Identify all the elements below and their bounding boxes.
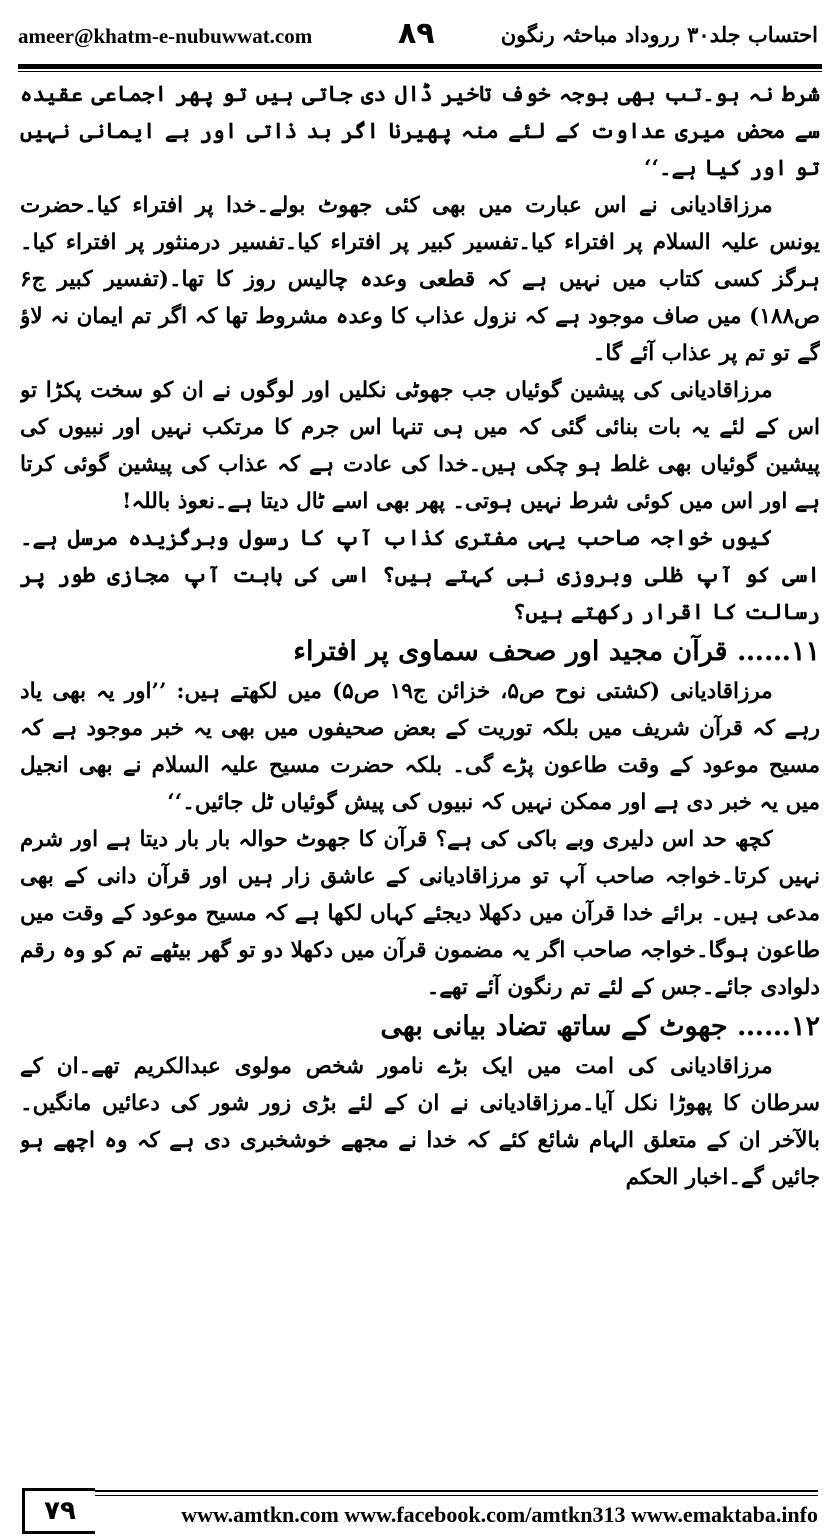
page-body	[20, 76, 820, 1466]
page-footer	[0, 1478, 840, 1540]
header-book-title: احتساب جلد۳۰ رروداد مباحثہ رنگون	[500, 22, 818, 47]
paragraph-3: مرزاقادیانی کی پیشین گوئیاں جب جھوٹی نکلیں اور لوگوں نے ان کو سخت پکڑا تو اس کے لئے یہ بات بنائی گئی کہ میں ہی تنہا اس جرم کا مرتکب نہیں اور نبیوں کی پیشین گوئیاں بھی غلط ہو چکی ہیں۔خدا کی عادت ہے کہ عذاب کی پیشین گوئی کرتا ہے اور اس میں کوئی شرط نہیں ہوتی۔ پھر بھی اسے ٹال دیتا ہے۔نعوذ باللہ!	[20, 378, 820, 514]
paragraph-7: مرزاقادیانی کی امت میں ایک بڑے نامور شخص مولوی عبدالکریم تھے۔ان کے سرطان کا پھوڑا نکل آیا۔مرزاقادیانی نے ان کے لئے بڑی زور شور کی دعائیں مانگیں۔بالآخر ان کے متعلق الہام شائع کئے کہ خدا نے مجھے خوشخبری دی ہے کہ وہ اچھے ہو جائیں گے۔اخبار الحکم	[20, 1054, 820, 1190]
header-page-number: ۸۹	[398, 16, 435, 51]
paragraph-2: مرزاقادیانی نے اس عبارت میں بھی کئی جھوٹ بولے۔خدا پر افتراء کیا۔حضرت یونس علیہ السلام پر افتراء کیا۔تفسیر کبیر پر افتراء کیا۔تفسیر درمنثور پر افتراء کیا۔ہرگز کسی کتاب میں نہیں ہے کہ قطعی وعدہ چالیس روز کا تھا۔(تفسیر کبیر ج۶ ص۱۸۸) میں صاف موجود ہے کہ نزول عذاب کا وعدہ مشروط تھا کہ اگر تم ایمان نہ لاؤ گے تو تم پر عذاب آئے گا۔	[20, 193, 820, 366]
page-header	[0, 0, 840, 70]
header-email: ameer@khatm-e-nubuwwat.com	[18, 24, 313, 48]
header-rule-thin	[18, 71, 822, 72]
footer-links: www.amtkn.com www.facebook.com/amtkn313 www.emaktaba.info	[181, 1502, 818, 1527]
section-heading-11: ۱۱…… قرآن مجید اور صحف سماوی پر افتراء	[293, 636, 820, 667]
header-rule	[18, 64, 822, 69]
footer-rule	[95, 1490, 818, 1492]
paragraph-6: کچھ حد اس دلیری وبے باکی کی ہے؟ قرآن کا جھوٹ حوالہ بار بار دیتا ہے اور شرم نہیں کرتا۔خواجہ صاحب آپ تو مرزاقادیانی کے عاشق زار ہیں اور قرآن دانی کے بھی مدعی ہیں۔ برائے خدا قرآن میں دکھلا دیجئے کہاں لکھا ہے کہ مسیح موعود کے وقت میں طاعون ہوگا۔خواجہ صاحب اگر یہ مضمون قرآن میں دکھلا دو تو گھر بیٹھے تم کو وہ رقم دلوادی جائے۔جس کے لئے تم رنگون آئے تھے۔	[20, 827, 820, 1000]
paragraph-1: شرط نہ ہو۔تب بھی بوجہ خوف تاخیر ڈال دی جاتی ہیں تو پھر اجماعی عقیدہ سے محض میری عداوت کے لئے منہ پھیرنا اگر بد ذاتی اور بے ایمانی نہیں تو اور کیا ہے۔‘‘	[20, 82, 820, 181]
paragraph-4: کیوں خواجہ صاحب یہی مفتری کذاب آپ کا رسول وبرگزیدہ مرسل ہے۔اسی کو آپ ظلی وبروزی نبی کہتے ہیں؟ اسی کی بابت آپ مجازی طور پر رسالت کا اقرار رکھتے ہیں؟	[20, 526, 820, 625]
paragraph-5: مرزاقادیانی (کشتی نوح ص۵، خزائن ج۱۹ ص۵) میں لکھتے ہیں: ’’اور یہ بھی یاد رہے کہ قرآن شریف میں بلکہ توریت کے بعض صحیفوں میں بھی یہ خبر موجود ہے کہ مسیح موعود کے وقت طاعون پڑے گی۔ بلکہ حضرت مسیح علیہ السلام نے بھی انجیل میں یہ خبر دی ہے اور ممکن نہیں کہ نبیوں کی پیش گوئیاں ٹل جائیں۔‘‘	[20, 679, 820, 815]
footer-rule-thin	[95, 1495, 818, 1496]
section-heading-12: ۱۲…… جھوٹ کے ساتھ تضاد بیانی بھی	[380, 1011, 820, 1042]
footer-page-number: ۷۹	[22, 1488, 95, 1534]
